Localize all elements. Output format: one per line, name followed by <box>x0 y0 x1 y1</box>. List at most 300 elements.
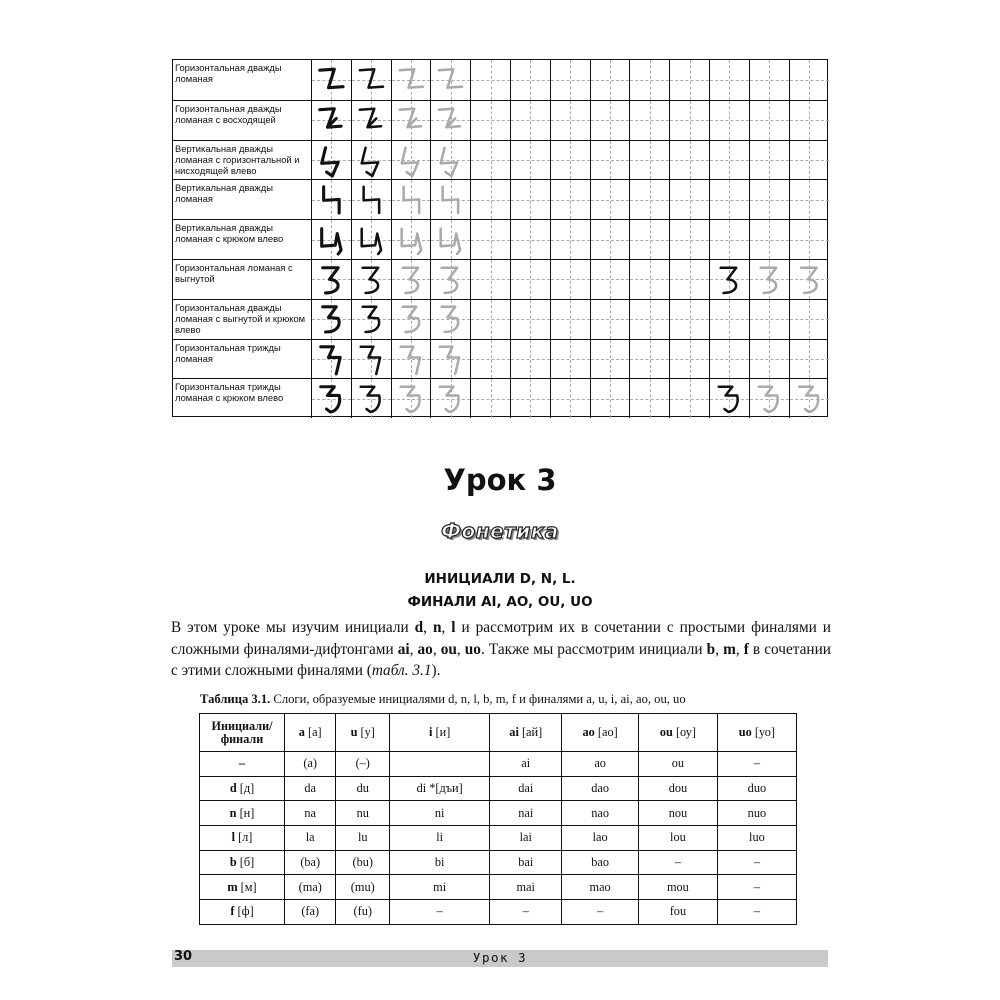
practice-cell <box>352 379 392 418</box>
initial-reading: [д] <box>239 781 255 796</box>
stroke-row <box>173 100 827 140</box>
practice-cell <box>750 220 790 259</box>
practice-cell <box>312 60 352 100</box>
stroke-trace-glyph <box>431 180 470 219</box>
stroke-trace-glyph <box>790 260 830 299</box>
practice-cell <box>551 180 591 219</box>
stroke-trace-glyph <box>392 60 431 100</box>
syllable-cell: (a) <box>285 752 336 777</box>
practice-cell <box>750 300 790 339</box>
stroke-row <box>173 219 827 259</box>
syllable-cell: – <box>717 850 796 875</box>
syllable-cell: (ma) <box>285 875 336 900</box>
stroke-model-glyph <box>312 60 351 100</box>
practice-cell <box>431 340 471 379</box>
practice-cell <box>511 220 551 259</box>
syllable-cell: duo <box>717 776 796 801</box>
practice-cell <box>710 60 750 100</box>
intro-term: ao <box>417 640 433 658</box>
stroke-model-glyph <box>312 300 351 339</box>
syllable-cell: (–) <box>336 752 390 777</box>
practice-cell <box>551 101 591 140</box>
practice-cell <box>790 340 830 379</box>
practice-cell <box>630 180 670 219</box>
intro-term: f <box>743 640 749 658</box>
practice-cell <box>670 180 710 219</box>
practice-cell <box>591 60 631 100</box>
syllable-cell: ai <box>490 752 562 777</box>
practice-cell <box>630 220 670 259</box>
final-column-header <box>336 714 390 752</box>
practice-cell <box>630 340 670 379</box>
practice-cell <box>591 220 631 259</box>
table-row <box>200 826 797 851</box>
practice-cell <box>352 60 392 100</box>
practice-cell <box>670 260 710 299</box>
final-latin: ai <box>509 725 519 739</box>
practice-cell <box>312 101 352 140</box>
stroke-trace-glyph <box>392 300 431 339</box>
practice-cell <box>392 340 432 379</box>
final-latin: i <box>429 725 433 739</box>
intro-term: uo <box>464 640 481 658</box>
intro-text: , <box>456 640 465 658</box>
practice-cell <box>392 101 432 140</box>
practice-cell <box>790 101 830 140</box>
practice-cell <box>471 260 511 299</box>
stroke-row <box>173 60 827 100</box>
syllable-cell: (bu) <box>336 850 390 875</box>
practice-cell <box>750 180 790 219</box>
intro-text: табл. 3.1 <box>371 662 432 679</box>
initial-reading: [л] <box>238 830 253 845</box>
stroke-trace-glyph <box>392 180 431 219</box>
syllable-cell: bai <box>490 850 562 875</box>
final-reading: [а] <box>308 725 322 739</box>
practice-cell <box>591 300 631 339</box>
syllable-cell: dou <box>639 776 718 801</box>
initial-row-header <box>200 801 285 826</box>
stroke-example-glyph <box>352 141 391 180</box>
practice-cell <box>312 340 352 379</box>
practice-cell <box>352 180 392 219</box>
practice-cell <box>471 300 511 339</box>
practice-cell <box>352 300 392 339</box>
practice-cell <box>312 300 352 339</box>
syllable-cell: – <box>390 900 490 925</box>
syllable-cell: (mu) <box>336 875 390 900</box>
intro-text: , <box>432 640 441 658</box>
practice-cell <box>392 379 432 418</box>
stroke-example-glyph <box>352 60 391 100</box>
practice-cell <box>431 180 471 219</box>
practice-cell <box>750 101 790 140</box>
practice-cell <box>750 141 790 180</box>
practice-cell <box>392 141 432 180</box>
practice-cell <box>431 300 471 339</box>
stroke-model-glyph <box>312 220 351 259</box>
practice-cell <box>630 60 670 100</box>
practice-cell <box>710 141 750 180</box>
practice-cell <box>352 340 392 379</box>
stroke-model-glyph <box>312 101 351 140</box>
final-column-header <box>639 714 718 752</box>
practice-cell <box>352 260 392 299</box>
table-row <box>200 801 797 826</box>
practice-cell <box>511 260 551 299</box>
stroke-trace-glyph <box>392 101 431 140</box>
stroke-example-glyph <box>352 260 391 299</box>
initial-row-header <box>200 776 285 801</box>
running-head: Урок 3 <box>472 950 528 965</box>
practice-cell <box>551 60 591 100</box>
intro-term: n <box>432 619 442 636</box>
practice-cell <box>511 180 551 219</box>
syllable-cell: – <box>562 900 639 925</box>
stroke-example-glyph <box>352 101 391 140</box>
stroke-trace-glyph <box>431 340 470 379</box>
stroke-example-glyph <box>352 220 391 259</box>
practice-cell <box>431 101 471 140</box>
subheading-initials: ИНИЦИАЛИ D, N, L. <box>424 571 576 587</box>
practice-cell <box>511 101 551 140</box>
practice-cell <box>431 60 471 100</box>
stroke-trace-glyph <box>431 300 470 339</box>
syllable-cell: nao <box>562 801 639 826</box>
stroke-row <box>173 179 827 219</box>
syllable-cell: mai <box>490 875 562 900</box>
stroke-row <box>173 378 827 418</box>
stroke-model-glyph <box>312 260 351 299</box>
final-reading: [и] <box>435 725 451 739</box>
practice-cell <box>591 141 631 180</box>
final-latin: ao <box>582 725 595 739</box>
practice-cell <box>591 180 631 219</box>
syllable-cell: dao <box>562 776 639 801</box>
initial-latin: – <box>238 756 246 771</box>
intro-term: ai <box>397 640 410 658</box>
practice-cell <box>630 260 670 299</box>
intro-text: , <box>735 640 744 658</box>
practice-cell <box>710 180 750 219</box>
syllable-cell: di *[дъи] <box>390 776 490 801</box>
stroke-trace-glyph <box>431 141 470 180</box>
stroke-trace-glyph <box>750 260 789 299</box>
syllable-cell: – <box>717 875 796 900</box>
intro-paragraph <box>171 617 831 682</box>
syllable-cell: mao <box>562 875 639 900</box>
practice-cell <box>790 141 830 180</box>
stroke-trace-glyph <box>392 141 431 180</box>
final-column-header <box>562 714 639 752</box>
practice-cell <box>392 300 432 339</box>
stroke-name: Горизонтальная дважды ломаная с восходящей <box>173 101 312 140</box>
final-reading: [оу] <box>675 725 696 739</box>
intro-text: . Также мы рассмотрим инициали <box>480 640 707 658</box>
syllable-cell: – <box>717 900 796 925</box>
stroke-trace-glyph <box>392 220 431 259</box>
syllable-cell: fou <box>639 900 718 925</box>
practice-cell <box>750 60 790 100</box>
intro-term: m <box>723 640 736 658</box>
stroke-name: Горизонтальная трижды ломаная с крюком влево <box>173 379 312 418</box>
stroke-trace-glyph <box>392 340 431 379</box>
stroke-trace-glyph <box>392 260 431 299</box>
practice-cell <box>312 260 352 299</box>
stroke-example-glyph <box>352 340 391 379</box>
intro-term: l <box>451 619 456 636</box>
intro-term: b <box>706 640 716 658</box>
stroke-name: Вертикальная дважды ломаная с горизонтальной и нисходящей влево <box>173 141 312 180</box>
practice-cell <box>790 379 830 418</box>
syllable-cell: (fa) <box>285 900 336 925</box>
initial-reading: [б] <box>239 855 255 870</box>
practice-cell <box>392 180 432 219</box>
initial-latin: b <box>229 855 237 870</box>
practice-cell <box>591 260 631 299</box>
initial-reading: [н] <box>239 805 255 820</box>
stroke-model-glyph <box>312 141 351 180</box>
practice-cell <box>591 379 631 418</box>
section-title: Фонетика <box>441 519 559 543</box>
practice-cell <box>312 220 352 259</box>
table-row <box>200 900 797 925</box>
practice-cell <box>591 340 631 379</box>
practice-cell <box>471 379 511 418</box>
final-latin: uo <box>738 725 752 739</box>
stroke-trace-glyph <box>431 101 470 140</box>
syllable-cell: ni <box>390 801 490 826</box>
practice-cell <box>352 101 392 140</box>
table-body <box>200 752 797 925</box>
practice-cell <box>670 141 710 180</box>
final-latin: ou <box>659 725 673 739</box>
intro-text: и рассмотрим их в сочетании с простыми финалями и сложными финалями-дифтонгами <box>171 619 831 658</box>
practice-cell <box>392 220 432 259</box>
stroke-name: Горизонтальная трижды ломаная <box>173 340 312 379</box>
practice-cell <box>392 260 432 299</box>
stroke-name: Горизонтальная ломаная с выгнутой <box>173 260 312 299</box>
table-caption <box>200 692 820 707</box>
initial-latin: n <box>229 805 237 820</box>
stroke-trace-glyph <box>790 379 830 418</box>
final-column-header <box>390 714 490 752</box>
practice-cell <box>431 141 471 180</box>
practice-cell <box>551 379 591 418</box>
practice-cell <box>710 101 750 140</box>
practice-cell <box>551 340 591 379</box>
practice-cell <box>511 340 551 379</box>
practice-cell <box>670 60 710 100</box>
practice-cell <box>392 60 432 100</box>
practice-cell <box>750 340 790 379</box>
initial-reading: [м] <box>240 879 257 894</box>
initial-row-header <box>200 752 285 777</box>
syllable-cell <box>390 752 490 777</box>
intro-text: , <box>423 619 433 636</box>
syllable-cell: ou <box>639 752 718 777</box>
stroke-example-glyph <box>352 300 391 339</box>
practice-cell <box>670 379 710 418</box>
practice-cell <box>471 180 511 219</box>
practice-cell <box>551 260 591 299</box>
intro-term: ou <box>440 640 457 658</box>
syllable-cell: nuo <box>717 801 796 826</box>
stroke-model-glyph <box>312 379 351 418</box>
stroke-trace-glyph <box>750 379 789 418</box>
syllable-cell: (fu) <box>336 900 390 925</box>
practice-cell <box>630 379 670 418</box>
final-reading: [уо] <box>754 725 776 739</box>
page-number: 30 <box>174 949 193 964</box>
final-latin: a <box>298 725 305 739</box>
stroke-name: Вертикальная дважды ломаная <box>173 180 312 219</box>
intro-text: , <box>409 640 418 658</box>
stroke-trace-glyph <box>431 60 470 100</box>
practice-cell <box>790 300 830 339</box>
initial-latin: f <box>230 904 235 919</box>
syllable-cell: lou <box>639 826 718 851</box>
final-column-header <box>717 714 796 752</box>
syllable-cell: lai <box>490 826 562 851</box>
syllable-cell: bi <box>390 850 490 875</box>
practice-cell <box>431 379 471 418</box>
practice-cell <box>670 340 710 379</box>
stroke-row <box>173 339 827 379</box>
practice-cell <box>352 141 392 180</box>
lesson-title: Урок 3 <box>443 463 557 497</box>
practice-cell <box>750 260 790 299</box>
practice-cell <box>710 300 750 339</box>
practice-cell <box>710 340 750 379</box>
practice-cell <box>670 101 710 140</box>
stroke-example-glyph <box>710 260 749 299</box>
practice-cell <box>431 260 471 299</box>
practice-cell <box>551 141 591 180</box>
final-reading: [у] <box>360 725 375 739</box>
initial-latin: l <box>231 830 235 845</box>
intro-text: В этом уроке мы изучим инициали <box>171 619 415 636</box>
syllable-cell: – <box>490 900 562 925</box>
practice-cell <box>312 180 352 219</box>
syllable-cell: li <box>390 826 490 851</box>
syllable-cell: bao <box>562 850 639 875</box>
syllable-cell: nu <box>336 801 390 826</box>
table-caption-number: Таблица 3.1. <box>200 692 271 706</box>
syllable-cell: du <box>336 776 390 801</box>
syllable-cell: na <box>285 801 336 826</box>
initial-row-header <box>200 850 285 875</box>
syllable-cell: ao <box>562 752 639 777</box>
practice-cell <box>431 220 471 259</box>
stroke-row <box>173 140 827 180</box>
stroke-model-glyph <box>312 180 351 219</box>
syllable-table <box>199 713 797 925</box>
stroke-model-glyph <box>312 340 351 379</box>
subheading-finals: ФИНАЛИ AI, AO, OU, UO <box>407 594 593 610</box>
final-column-header <box>285 714 336 752</box>
practice-cell <box>790 220 830 259</box>
final-column-header <box>490 714 562 752</box>
table-corner-header: Инициали/ финали <box>200 714 285 752</box>
practice-cell <box>312 141 352 180</box>
initial-reading: [ф] <box>237 904 254 919</box>
final-reading: [ай] <box>521 725 543 739</box>
intro-text: ). <box>431 662 441 679</box>
stroke-trace-glyph <box>431 379 470 418</box>
syllable-cell: – <box>639 850 718 875</box>
practice-cell <box>352 220 392 259</box>
syllable-cell: mou <box>639 875 718 900</box>
practice-cell <box>630 141 670 180</box>
stroke-name: Горизонтальная дважды ломаная с выгнутой и крюком влево <box>173 300 312 339</box>
intro-text: , <box>441 619 452 636</box>
practice-cell <box>750 379 790 418</box>
practice-cell <box>511 379 551 418</box>
practice-cell <box>710 220 750 259</box>
syllable-cell: (ba) <box>285 850 336 875</box>
practice-cell <box>551 300 591 339</box>
practice-cell <box>471 340 511 379</box>
practice-cell <box>471 60 511 100</box>
initial-latin: m <box>227 879 238 894</box>
syllable-cell: dai <box>490 776 562 801</box>
stroke-trace-glyph <box>392 379 431 418</box>
syllable-cell: nou <box>639 801 718 826</box>
stroke-row <box>173 299 827 339</box>
practice-cell <box>710 260 750 299</box>
practice-cell <box>790 180 830 219</box>
stroke-trace-glyph <box>431 220 470 259</box>
initial-row-header <box>200 900 285 925</box>
stroke-example-glyph <box>710 379 749 418</box>
syllable-cell: luo <box>717 826 796 851</box>
practice-cell <box>710 379 750 418</box>
syllable-cell: la <box>285 826 336 851</box>
syllable-cell: mi <box>390 875 490 900</box>
table-row <box>200 752 797 777</box>
practice-cell <box>511 300 551 339</box>
practice-cell <box>670 220 710 259</box>
table-row <box>200 875 797 900</box>
stroke-practice-table <box>172 59 828 417</box>
practice-cell <box>511 60 551 100</box>
initial-latin: d <box>229 781 237 796</box>
syllable-cell: lao <box>562 826 639 851</box>
table-caption-text: Слоги, образуемые инициалями d, n, l, b, m, f и финалями a, u, i, ai, ao, ou, uo <box>270 692 686 706</box>
practice-cell <box>312 379 352 418</box>
intro-term: d <box>414 619 424 636</box>
intro-text: в сочетании с этими сложными финалями ( <box>171 640 831 679</box>
intro-text: , <box>715 640 724 658</box>
practice-cell <box>630 101 670 140</box>
initial-row-header <box>200 826 285 851</box>
syllable-cell: – <box>717 752 796 777</box>
table-row <box>200 776 797 801</box>
stroke-example-glyph <box>352 180 391 219</box>
syllable-cell: nai <box>490 801 562 826</box>
practice-cell <box>630 300 670 339</box>
syllable-cell: da <box>285 776 336 801</box>
stroke-name: Горизонтальная дважды ломаная <box>173 60 312 100</box>
syllable-cell: lu <box>336 826 390 851</box>
practice-cell <box>471 101 511 140</box>
practice-cell <box>790 260 830 299</box>
final-reading: [ао] <box>597 725 618 739</box>
final-latin: u <box>350 725 358 739</box>
practice-cell <box>471 141 511 180</box>
initial-row-header <box>200 875 285 900</box>
